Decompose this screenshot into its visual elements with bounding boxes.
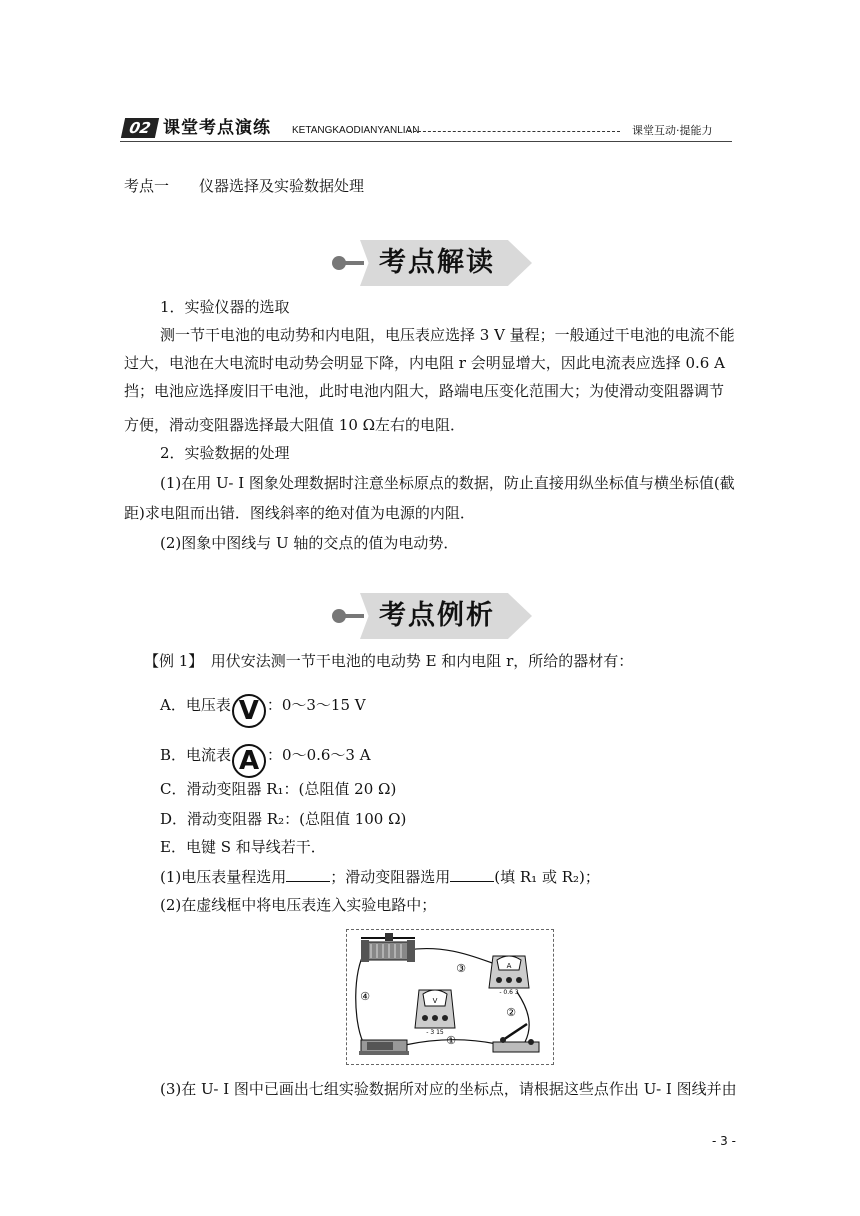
page-number: - 3 - bbox=[712, 1134, 736, 1148]
switch-icon bbox=[493, 1024, 539, 1052]
reading-p2-line1: (1)在用 U- I 图象处理数据时注意坐标原点的数据，防止直接用纵坐标值与横坐标值(截 bbox=[160, 474, 735, 492]
banner-kaodian-lixi bbox=[332, 593, 532, 639]
section-number-badge: 02 bbox=[121, 118, 159, 138]
banner-connector bbox=[342, 614, 364, 618]
section-heading: 考点一 仪器选择及实验数据处理 bbox=[124, 177, 365, 195]
wire-label-3: ③ bbox=[456, 962, 466, 975]
wire-label-2: ② bbox=[506, 1006, 516, 1019]
circuit-diagram bbox=[347, 930, 553, 1064]
wire-label-1: ① bbox=[446, 1034, 456, 1047]
question-1 bbox=[160, 866, 600, 888]
option-b-prefix: B．电流表 bbox=[160, 746, 232, 764]
wire-3 bbox=[407, 949, 495, 964]
reading-p2-line2: 距)求电阻而出错．图线斜率的绝对值为电源的内阻． bbox=[124, 504, 475, 522]
battery-icon bbox=[359, 1040, 409, 1055]
rheostat-icon bbox=[361, 933, 415, 962]
ammeter-label: A bbox=[506, 962, 512, 970]
voltmeter-icon: V bbox=[232, 694, 266, 728]
question-1-part-b: ；滑动变阻器选用 bbox=[330, 868, 451, 886]
question-1-part-a: (1)电压表量程选用 bbox=[160, 868, 287, 886]
banner-label: 考点解读 bbox=[379, 247, 495, 278]
question-2: (2)在虚线框中将电压表连入实验电路中； bbox=[160, 896, 437, 914]
wire-label-4: ④ bbox=[360, 990, 370, 1003]
ammeter-icon: A bbox=[232, 744, 266, 778]
question-3: (3)在 U- I 图中已画出七组实验数据所对应的坐标点，请根据这些点作出 U- I 图线并由 bbox=[160, 1080, 737, 1098]
reading-p1-line3: 挡；电池应选择废旧干电池，此时电池内阻大，路端电压变化范围大；为使滑动变阻器调节 bbox=[124, 382, 725, 400]
option-a-suffix: ：0～3～15 V bbox=[266, 696, 366, 714]
option-a-prefix: A．电压表 bbox=[160, 696, 231, 714]
reading-p2-line3: (2)图象中图线与 U 轴的交点的值为电动势． bbox=[160, 534, 459, 552]
banner-kaodian-jiedu bbox=[332, 240, 532, 286]
ammeter-terminals: - 0.6 3 bbox=[499, 989, 519, 996]
question-1-part-c: (填 R₁ 或 R₂)； bbox=[494, 868, 600, 886]
banner-label: 考点例析 bbox=[379, 600, 495, 631]
banner-connector bbox=[342, 261, 364, 265]
voltmeter-device-icon bbox=[415, 990, 455, 1036]
reading-p1-line1: 测一节干电池的电动势和内电阻，电压表应选择 3 V 量程；一般通过干电池的电流不能 bbox=[160, 326, 735, 344]
header-pinyin: KETANGKAODIANYANLIAN bbox=[292, 125, 420, 136]
header-title: 课堂考点演练 bbox=[163, 118, 271, 138]
header-right-label: 课堂互动·提能力 bbox=[632, 124, 713, 137]
reading-p1-line2: 过大，电池在大电流时电动势会明显下降，内电阻 r 会明显增大，因此电流表应选择 0.6 A bbox=[124, 354, 725, 372]
ammeter-device-icon bbox=[489, 956, 529, 996]
header-dashed-rule bbox=[408, 131, 620, 132]
answer-blank-range[interactable] bbox=[286, 867, 330, 882]
header-rule bbox=[120, 141, 732, 142]
reading-p1-line4: 方便，滑动变阻器选择最大阻值 10 Ω左右的电阻． bbox=[124, 416, 466, 434]
answer-blank-rheostat[interactable] bbox=[450, 867, 494, 882]
reading-p2-title: 2．实验数据的处理 bbox=[160, 444, 290, 462]
option-d: D．滑动变阻器 R₂：(总阻值 100 Ω) bbox=[160, 810, 407, 828]
option-c: C．滑动变阻器 R₁：(总阻值 20 Ω) bbox=[160, 780, 397, 798]
option-e: E．电键 S 和导线若干． bbox=[160, 838, 326, 856]
voltmeter-terminals: - 3 15 bbox=[426, 1029, 444, 1036]
option-a bbox=[160, 694, 366, 728]
reading-p1-title: 1．实验仪器的选取 bbox=[160, 298, 290, 316]
wire-2 bbox=[517, 992, 529, 1042]
option-b-suffix: ：0～0.6～3 A bbox=[267, 746, 371, 764]
circuit-diagram-frame bbox=[346, 929, 554, 1065]
example-intro: 【例 1】 用伏安法测一节干电池的电动势 E 和内电阻 r，所给的器材有： bbox=[144, 652, 634, 670]
option-b bbox=[160, 744, 371, 778]
voltmeter-label: V bbox=[432, 997, 438, 1005]
